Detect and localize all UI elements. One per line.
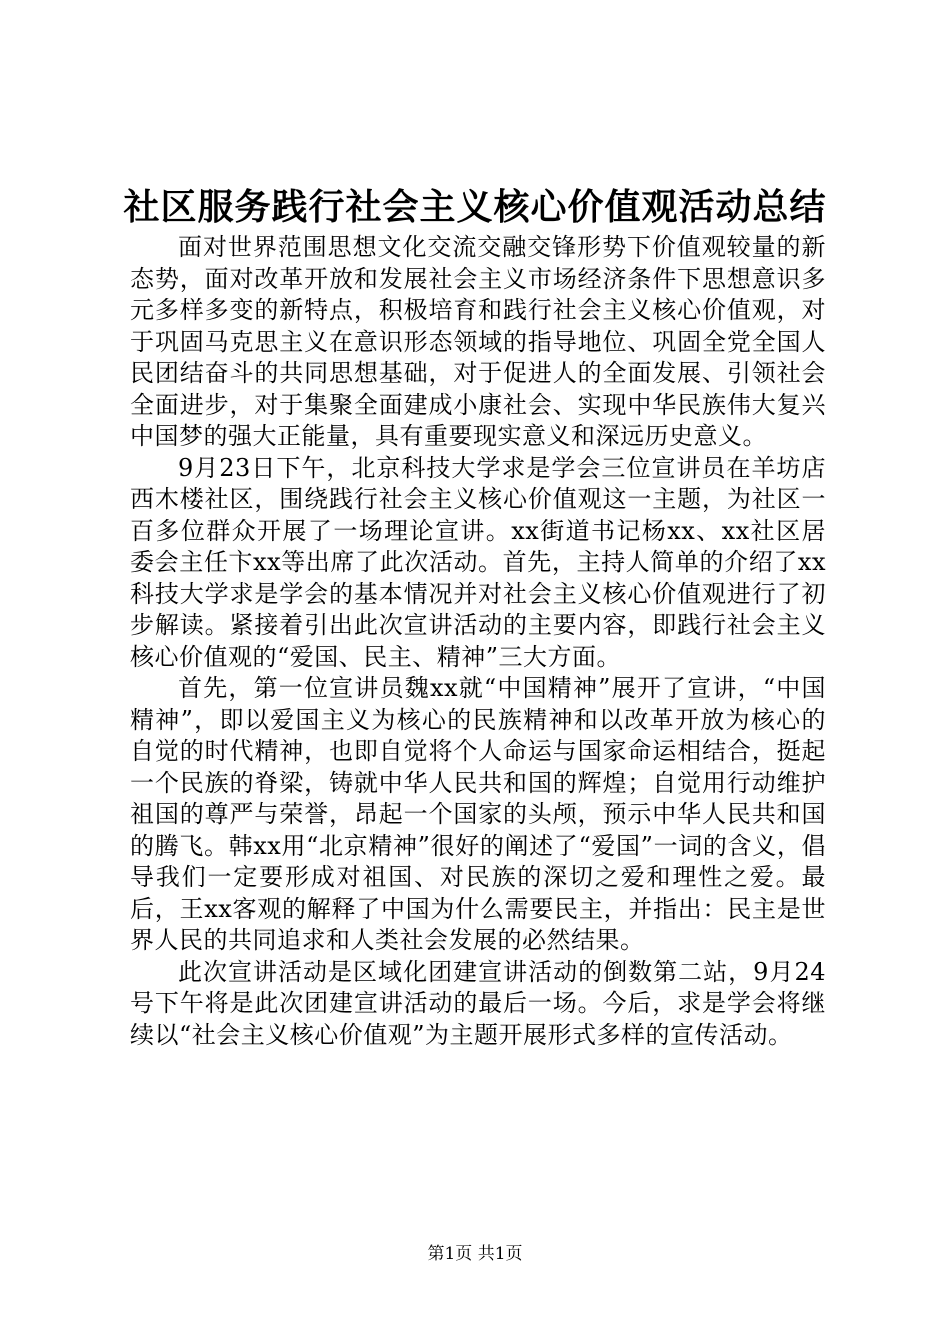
document-body [130, 232, 826, 1051]
document-title: 社区服务践行社会主义核心价值观活动总结 [123, 186, 827, 228]
body-paragraph-4: 此次宣讲活动是区域化团建宣讲活动的倒数第二站，9月24号下午将是此次团建宣讲活动的最后一场。今后，求是学会将继续以“社会主义核心价值观”为主题开展形式多样的宣传活动。 [130, 957, 826, 1049]
page-footer: 第1页 共1页 [427, 1244, 523, 1264]
body-paragraph-1: 面对世界范围思想文化交流交融交锋形势下价值观较量的新态势，面对改革开放和发展社会主义市场经济条件下思想意识多元多样多变的新特点，积极培育和践行社会主义核心价值观，对于巩固马克思主义在意识形态领域的指导地位、巩固全党全国人民团结奋斗的共同思想基础，对于促进人的全面发展、引领社会全面进步，对于集聚全面建成小康社会、实现中华民族伟大复兴中国梦的强大正能量，具有重要现实意义和深远历史意义。 [130, 233, 826, 450]
body-paragraph-3: 首先，第一位宣讲员魏xx就“中国精神”展开了宣讲，“中国精神”，即以爱国主义为核心的民族精神和以改革开放为核心的自觉的时代精神，也即自觉将个人命运与国家命运相结合，挺起一个民族的脊梁，铸就中华人民共和国的辉煌；自觉用行动维护祖国的尊严与荣誉，昂起一个国家的头颅，预示中华人民共和国的腾飞。韩xx用“北京精神”很好的阐述了“爱国”一词的含义，倡导我们一定要形成对祖国、对民族的深切之爱和理性之爱。最后，王xx客观的解释了中国为什么需要民主，并指出：民主是世界人民的共同追求和人类社会发展的必然结果。 [130, 674, 826, 954]
body-paragraph-2: 9月23日下午，北京科技大学求是学会三位宣讲员在羊坊店西木楼社区，围绕践行社会主义核心价值观这一主题，为社区一百多位群众开展了一场理论宣讲。xx街道书记杨xx、xx社区居委会主任卞xx等出席了此次活动。首先，主持人简单的介绍了xx科技大学求是学会的基本情况并对社会主义核心价值观进行了初步解读。紧接着引出此次宣讲活动的主要内容，即践行社会主义核心价值观的“爱国、民主、精神”三大方面。 [130, 453, 826, 671]
